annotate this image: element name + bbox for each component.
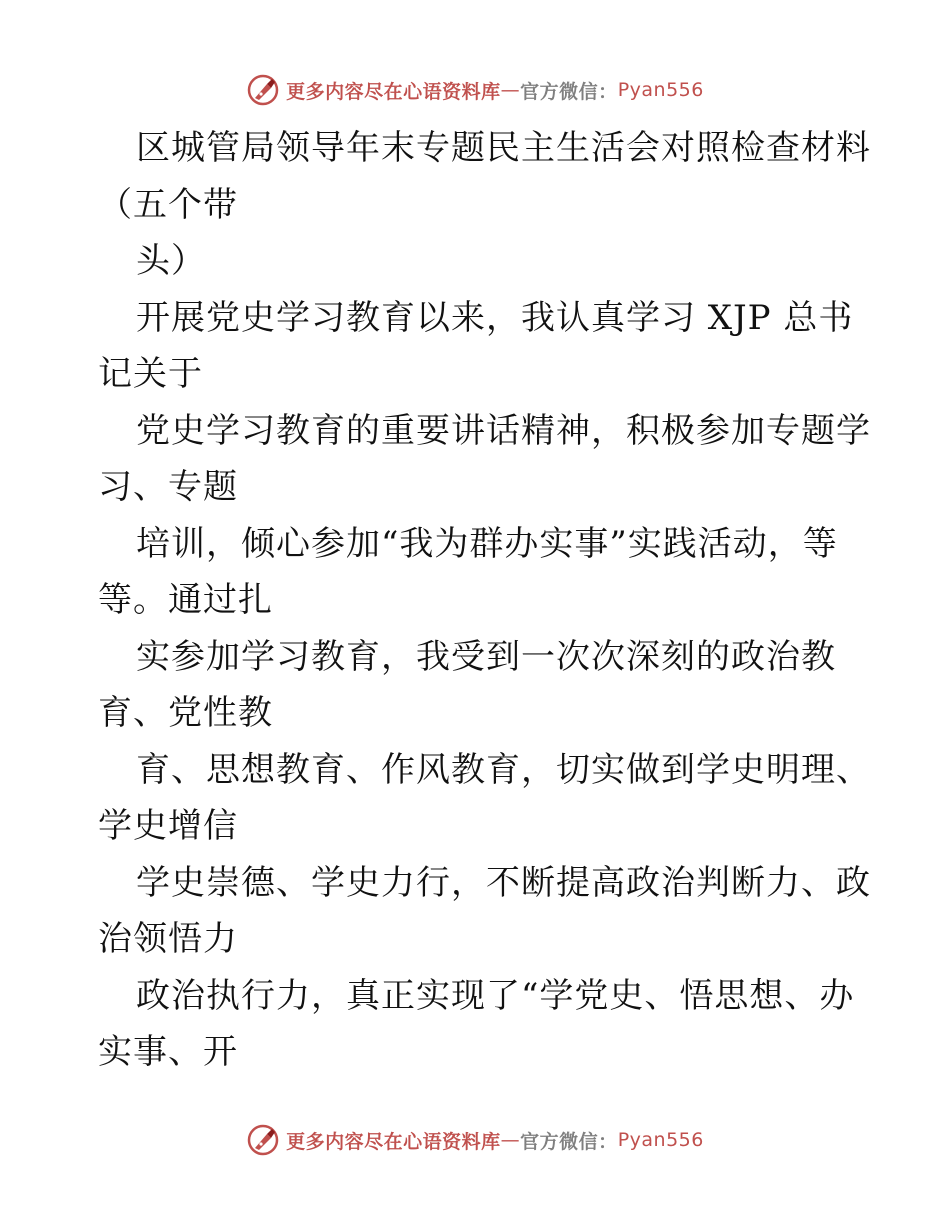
text-line: 治领悟力 <box>98 919 238 959</box>
watermark-brand: 更多内容尽在心语资料库 <box>286 80 501 103</box>
watermark-wechat-id: Pyan556 <box>617 1129 704 1151</box>
watermark-brand: 更多内容尽在心语资料库 <box>286 1130 501 1153</box>
footer-watermark <box>0 1120 950 1160</box>
text-line: 学史增信 <box>98 806 238 846</box>
text-line: 习、专题 <box>98 467 238 507</box>
text-line: 开展党史学习教育以来，我认真学习 XJP 总书 <box>136 297 854 338</box>
text-line: 培训，倾心参加“我为群办实事”实践活动，等 <box>136 523 838 564</box>
text-line: 等。通过扎 <box>98 580 273 620</box>
watermark-separator: — <box>500 1129 521 1151</box>
text-line: 头） <box>136 241 206 281</box>
text-line: 实事、开 <box>98 1032 238 1072</box>
text-line: 实参加学习教育，我受到一次次深刻的政治教 <box>136 636 836 677</box>
text-line: （五个带 <box>98 184 238 225</box>
watermark-wechat-label: 官方微信： <box>520 1130 618 1153</box>
text-line: 育、党性教 <box>98 693 273 733</box>
text-line: 记关于 <box>98 354 203 394</box>
text-line: 育、思想教育、作风教育，切实做到学史明理、 <box>136 749 871 790</box>
header-watermark <box>0 70 950 110</box>
watermark-wechat-id: Pyan556 <box>617 79 704 101</box>
pen-nib-logo-icon <box>246 1123 280 1157</box>
document-body <box>98 120 871 1081</box>
pen-nib-logo-icon <box>246 73 280 107</box>
text-line: 学史崇德、学史力行，不断提高政治判断力、政 <box>136 862 871 903</box>
watermark-wechat-label: 官方微信： <box>520 80 618 103</box>
watermark-separator: — <box>500 79 521 101</box>
text-line: 党史学习教育的重要讲话精神，积极参加专题学 <box>136 410 871 451</box>
text-line: 政治执行力，真正实现了“学党史、悟思想、办 <box>136 975 855 1016</box>
text-line: 区城管局领导年末专题民主生活会对照检查材料 <box>136 128 871 168</box>
